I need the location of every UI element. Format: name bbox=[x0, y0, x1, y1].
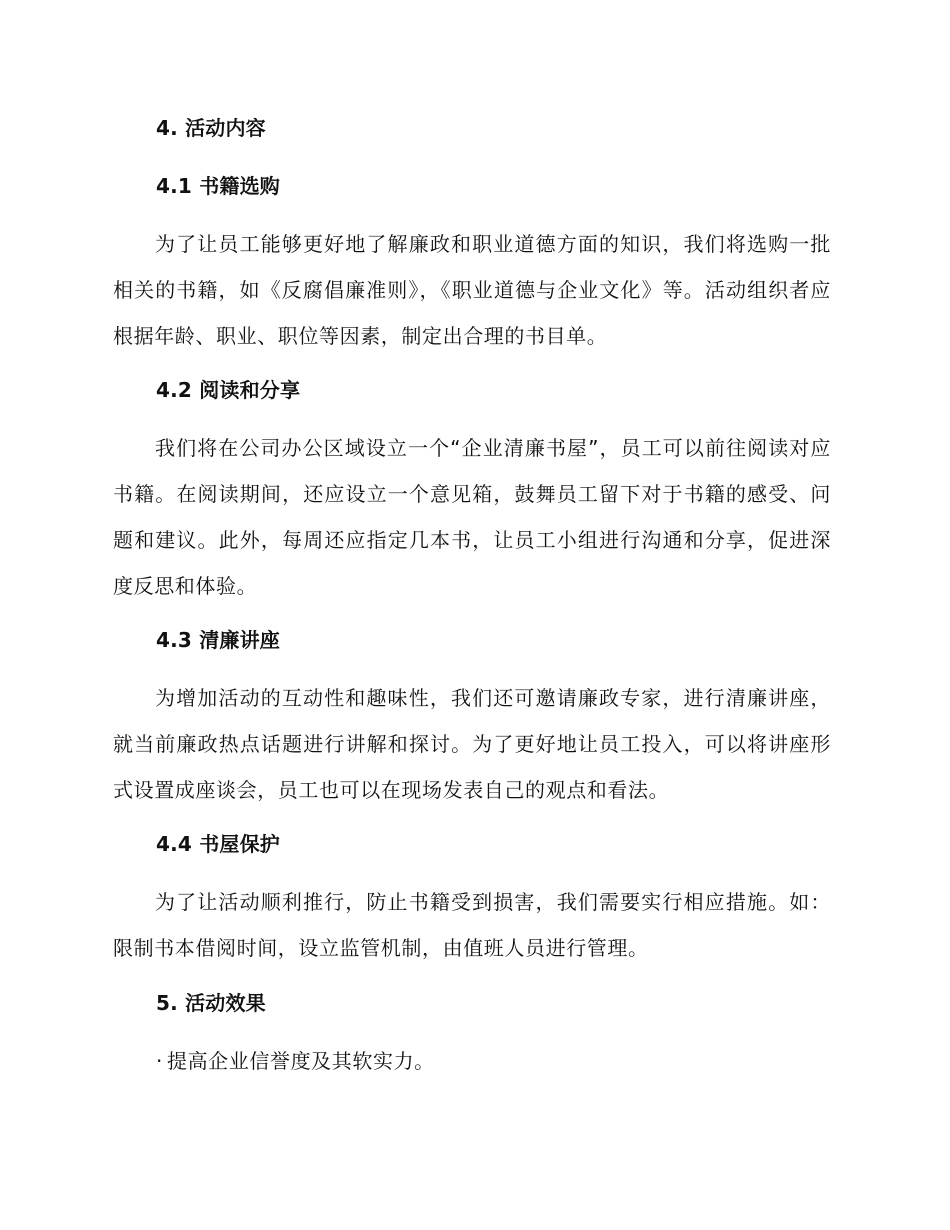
section-4-2-heading: 4.2 阅读和分享 bbox=[156, 378, 301, 402]
section-4-1-heading: 4.1 书籍选购 bbox=[156, 174, 280, 198]
section-4-heading: 4. 活动内容 bbox=[156, 116, 266, 140]
section-4-3-paragraph: 为增加活动的互动性和趣味性，我们还可邀请廉政专家，进行清廉讲座，就当前廉政热点话题进行讲解和探讨。为了更好地让员工投入，可以将讲座形式设置成座谈会，员工也可以在现场发表自己的观点和看法。 bbox=[113, 686, 831, 802]
section-5-heading: 5. 活动效果 bbox=[156, 991, 266, 1015]
section-4-1-paragraph: 为了让员工能够更好地了解廉政和职业道德方面的知识，我们将选购一批相关的书籍，如《反腐倡廉准则》，《职业道德与企业文化》等。活动组织者应根据年龄、职业、职位等因素，制定出合理的书目单。 bbox=[113, 232, 831, 348]
section-4-4-paragraph: 为了让活动顺利推行，防止书籍受到损害，我们需要实行相应措施。如：限制书本借阅时间，设立监管机制，由值班人员进行管理。 bbox=[113, 890, 831, 960]
bullet-text: 提高企业信誉度及其软实力。 bbox=[166, 1049, 435, 1073]
bullet-list-item bbox=[156, 1046, 435, 1076]
section-4-4-heading: 4.4 书屋保护 bbox=[156, 832, 280, 856]
section-4-2-paragraph: 我们将在公司办公区域设立一个“企业清廉书屋”，员工可以前往阅读对应书籍。在阅读期间，还应设立一个意见箱，鼓舞员工留下对于书籍的感受、问题和建议。此外，每周还应指定几本书，让员工小组进行沟通和分享，促进深度反思和体验。 bbox=[113, 436, 831, 598]
bullet-icon: · bbox=[156, 1049, 163, 1073]
section-4-3-heading: 4.3 清廉讲座 bbox=[156, 628, 280, 652]
